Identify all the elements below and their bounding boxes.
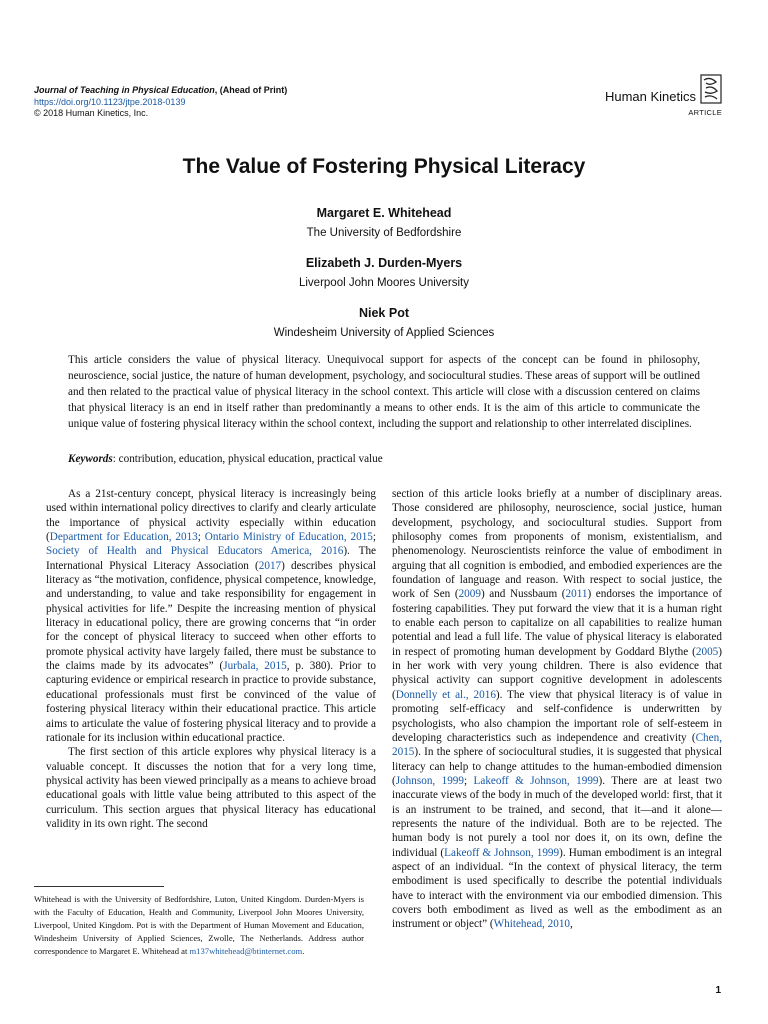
citation-link[interactable]: Society of Health and Physical Educators America, 2016 [46,545,344,558]
author-name: Elizabeth J. Durden-Myers [305,256,463,270]
author-name: Niek Pot [358,306,409,320]
citation-link[interactable]: Whitehead, 2010 [493,918,571,931]
keywords-label: Keywords [68,453,113,465]
citation-link[interactable]: Jurbala, 2015 [223,660,287,673]
citation-link[interactable]: Johnson, 1999 [395,774,464,787]
author-affiliation: Liverpool John Moores University [298,277,470,289]
author-name: Margaret E. Whitehead [316,206,452,220]
journal-citation: Journal of Teaching in Physical Education, (Ahead of Print) [34,85,288,95]
paragraph: The first section of this article explores why physical literacy is a valuable concept. It discusses the notion that for a very long time, physical activity has been viewed principally as a means to achieve broad educational goals with little value being attributed to this aspect of the curriculum. This section argues that physical literacy has educational validity in its own right. The second [46,746,376,830]
publisher-block [605,74,722,117]
citation-link[interactable]: 2011 [565,588,588,601]
paragraph: section of this article looks briefly at a number of disciplinary areas. Those considered are philosophy, neuroscience, social justice, human development, psychology, and sociocultural studies. Support from philosophy comes from proponents of monism, existentialism, and phenomenology. Neuroscientists reinforce the value of embodiment in arguing that all cognition is embodied, and embodied experiences are the foundation of language and reason. With respect to social justice, the work of Sen (2009) and Nussbaum (2011) endorses the importance of fostering capabilities. They put forward the view that it is a human right to enable each person to capitalize on all capabilities to realize human potential and lead a full life. The value of physical literacy is elaborated in respect of promoting human development by Goddard Blythe (2005) in her work with very young children. There is also evidence that physical activity can support cognitive development in adolescents (Donnelly et al., 2016). The view that physical literacy is of value in promoting self-efficacy and self-confidence is underwritten by psychologists, who also champion the important role of self-esteem in developing characteristics such as independence and creativity (Chen, 2015). In the sphere of sociocultural studies, it is suggested that physical literacy can help to change attitudes to the human-embodied dimension (Johnson, 1999; Lakeoff & Johnson, 1999). There are at least two inaccurate views of the body in much of the developed world: first, that it is an instrument to be trained, and second, that it—and it alone—represents the nature of the individual. Both are to be rejected. The human body is not purely a tool nor does it, on its own, define the individual (Lakeoff & Johnson, 1999). Human embodiment is an integral aspect of an individual. “In the context of physical literacy, the term embodiment is used specifically to describe the potential individuals have to interact with the environment via our embodied dimension. This covers both embodiment as lived as well as the embodiment as an instrument or object” (Whitehead, 2010, [392,488,722,931]
left-column [46,487,376,831]
publisher-name: Human Kinetics [604,89,696,104]
doi-link[interactable]: https://doi.org/10.1123/jtpe.2018-0139 [34,96,186,107]
abstract: This article considers the value of physical literacy. Unequivocal support for aspects of the concept can be found in philosophy, neuroscience, social justice, the nature of human development, psychology, and sociocultural studies. These areas of support will be outlined and then related to the practical value of physical literacy in the school context. This article will close with a discussion centered on claims that physical literacy is an end in itself rather than predominantly a means to other ends. It is the aim of this article to communicate the unique value of fostering physical literacy within the school context, including the support and relationship to other interrelated disciplines. [68,354,700,430]
citation-link[interactable]: 2009 [458,588,481,601]
human-kinetics-logo [700,74,722,104]
journal-name: Journal of Teaching in Physical Education [34,85,215,95]
author-1 [0,206,768,239]
paragraph: As a 21st-century concept, physical literacy is increasingly being used within international policy directives to clarify and clearly articulate the importance of physical activity especially within education (Department for Education, 2013; Ontario Ministry of Education, 2015; Society of Health and Physical Educators America, 2016). The International Physical Literacy Association (2017) describes physical literacy as “the motivation, confidence, physical competence, knowledge, and understanding, to value and take responsibility for engagement in physical activities for life.” Despite the increasing mention of physical literacy in educational policy, there are growing concerns that “in order for the concept of physical literacy to succeed when other efforts to promote physical activity have largely failed, there must be substance to the claims made by its advocates” (Jurbala, 2015, p. 380). Prior to capturing evidence or empirical research in practice to provide substance, educational professionals must first be convinced of the value of fostering physical literacy within their educational practice. This article aims to articulate the value of fostering physical literacy and to provide a rationale for its inclusion within educational practice. [46,488,377,744]
author-affiliation: Windesheim University of Applied Sciences [273,327,495,339]
citation-link[interactable]: Department for Education, 2013 [49,531,198,544]
citation-link[interactable]: Donnelly et al., 2016 [395,688,496,701]
citation-link[interactable]: 2005 [695,645,719,658]
author-3 [0,306,768,339]
article-title: The Value of Fostering Physical Literacy [182,155,586,178]
article-type: ARTICLE [688,108,722,117]
keywords [68,453,383,465]
copyright: © 2018 Human Kinetics, Inc. [34,108,149,118]
author-footnote: Whitehead is with the University of Bedfordshire, Luton, United Kingdom. Durden-Myers is with the Faculty of Education, Health and Community, Liverpool John Moores University, Liverpool, United Kingdom. Pot is with the Department of Human Movement and Education, Windesheim University of Applied Sciences, Zwolle, The Netherlands. Address author correspondence to Margaret E. Whitehead at m137whitehead@btinternet.com. [34,894,364,956]
page-number: 1 [715,985,721,996]
author-2 [0,256,768,289]
citation-link[interactable]: 2017 [258,559,282,572]
footnote-rule [34,886,164,887]
author-affiliation: The University of Bedfordshire [306,227,462,239]
citation-link[interactable]: Lakeoff & Johnson, 1999 [444,846,560,859]
right-column [392,487,722,932]
citation-link[interactable]: Chen, 2015 [392,731,722,759]
citation-link[interactable]: Lakeoff & Johnson, 1999 [473,774,599,787]
journal-header [34,85,287,120]
citation-link[interactable]: Ontario Ministry of Education, 2015 [204,531,373,544]
keywords-list: : contribution, education, physical education, practical value [112,453,383,465]
email-link[interactable]: m137whitehead@btinternet.com [189,945,303,956]
